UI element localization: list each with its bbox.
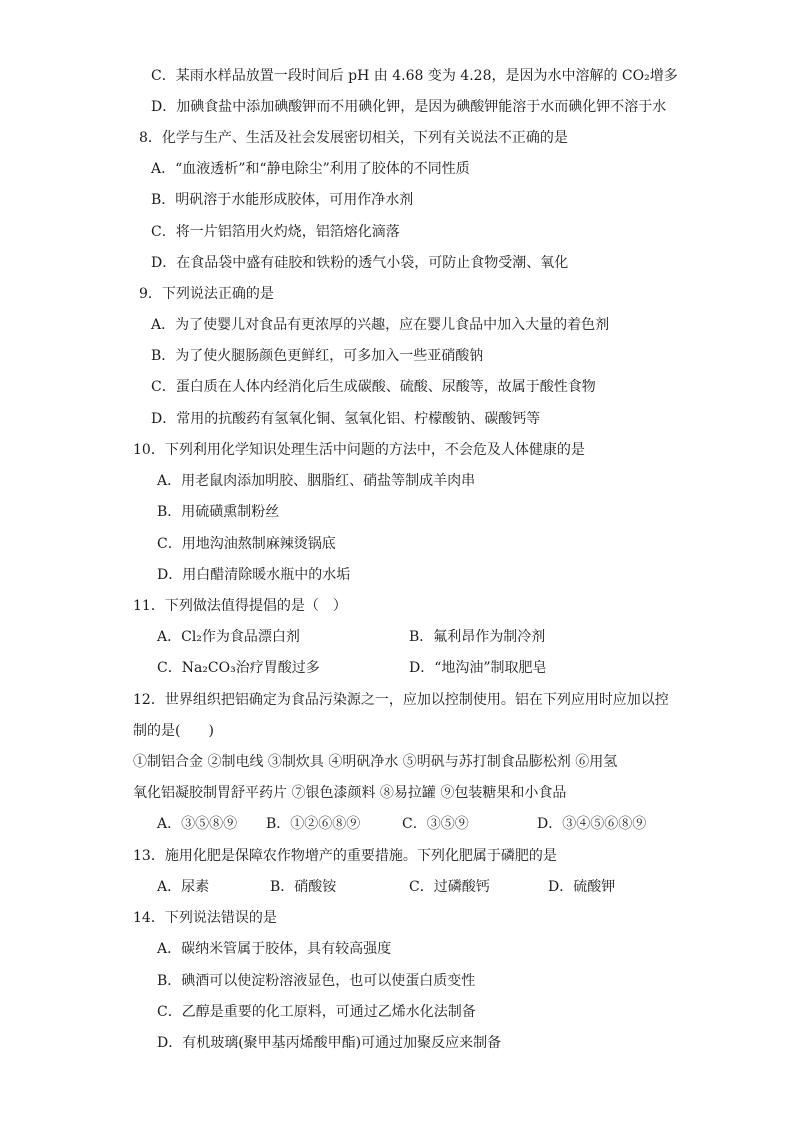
- q14-option-a: A．碳纳米管属于胶体，具有较高强度: [157, 941, 392, 957]
- q8-option-a: A．“血液透析”和“静电除尘”利用了胶体的不同性质: [151, 161, 470, 177]
- q10-option-d: D．用白醋清除暖水瓶中的水垢: [157, 567, 351, 583]
- q9-option-b: B．为了使火腿肠颜色更鲜红，可多加入一些亚硝酸钠: [151, 348, 484, 364]
- question-10: 10．下列利用化学知识处理生活中问题的方法中，不会危及人体健康的是: [133, 442, 585, 458]
- q12-option-c: C．③⑤⑨: [402, 816, 469, 832]
- q9-option-c: C．蛋白质在人体内经消化后生成碳酸、硫酸、尿酸等，故属于酸性食物: [151, 379, 596, 395]
- q7-option-c: C．某雨水样品放置一段时间后 pH 由 4.68 变为 4.28，是因为水中溶解的 CO₂增多: [151, 68, 678, 84]
- question-12-line-3: ①制铝合金 ②制电线 ③制炊具 ④明矾净水 ⑤明矾与苏打制食品膨松剂 ⑥用氢: [133, 754, 618, 770]
- question-11: 11．下列做法值得提倡的是（ ）: [133, 598, 347, 614]
- q12-option-b: B．①②⑥⑧⑨: [266, 816, 361, 832]
- q8-option-b: B．明矾溶于水能形成胶体，可用作净水剂: [151, 192, 414, 208]
- q10-option-c: C．用地沟油熬制麻辣烫锅底: [157, 536, 336, 552]
- question-13: 13．施用化肥是保障农作物增产的重要措施。下列化肥属于磷肥的是: [133, 848, 557, 864]
- q11-option-a: A．Cl₂作为食品漂白剂: [157, 629, 300, 645]
- question-12-line-2: 制的是( ): [133, 723, 214, 739]
- q10-option-b: B．用硫磺熏制粉丝: [157, 504, 280, 520]
- q8-option-c: C．将一片铝箔用火灼烧，铝箔熔化滴落: [151, 224, 400, 240]
- q14-option-b: B．碘酒可以使淀粉溶液显色，也可以使蛋白质变性: [157, 973, 476, 989]
- question-14: 14．下列说法错误的是: [133, 910, 277, 926]
- q11-option-b: B．氟利昂作为制冷剂: [409, 629, 546, 645]
- q8-option-d: D．在食品袋中盛有硅胶和铁粉的透气小袋，可防止食物受潮、氧化: [151, 255, 569, 271]
- q10-option-a: A．用老鼠肉添加明胶、胭脂红、硝盐等制成羊肉串: [157, 473, 476, 489]
- question-8: 8．化学与生产、生活及社会发展密切相关，下列有关说法不正确的是: [139, 130, 568, 146]
- q13-option-c: C．过磷酸钙: [409, 879, 490, 895]
- q7-option-d: D．加碘食盐中添加碘酸钾而不用碘化钾，是因为碘酸钾能溶于水而碘化钾不溶于水: [151, 99, 667, 115]
- q13-option-a: A．尿素: [157, 879, 210, 895]
- q12-option-d: D．③④⑤⑥⑧⑨: [537, 816, 647, 832]
- question-12-line-4: 氧化铝凝胶制胃舒平药片 ⑦银色漆颜料 ⑧易拉罐 ⑨包装糖果和小食品: [133, 785, 567, 801]
- q9-option-d: D．常用的抗酸药有氢氧化铜、氢氧化铝、柠檬酸钠、碳酸钙等: [151, 411, 541, 427]
- question-9: 9．下列说法正确的是: [139, 286, 274, 302]
- question-12-line-1: 12．世界组织把铝确定为食品污染源之一，应加以控制使用。铝在下列应用时应加以控: [133, 692, 669, 708]
- q11-option-d: D．“地沟油”制取肥皂: [409, 660, 547, 676]
- q13-option-b: B．硝酸铵: [270, 879, 337, 895]
- q13-option-d: D．硫酸钾: [548, 879, 616, 895]
- q14-option-d: D．有机玻璃(聚甲基丙烯酸甲酯)可通过加聚反应来制备: [157, 1035, 502, 1051]
- q12-option-a: A．③⑤⑧⑨: [157, 816, 238, 832]
- q9-option-a: A．为了使婴儿对食品有更浓厚的兴趣，应在婴儿食品中加入大量的着色剂: [151, 317, 610, 333]
- q14-option-c: C．乙醇是重要的化工原料，可通过乙烯水化法制备: [157, 1004, 476, 1020]
- q11-option-c: C．Na₂CO₃治疗胃酸过多: [157, 660, 320, 676]
